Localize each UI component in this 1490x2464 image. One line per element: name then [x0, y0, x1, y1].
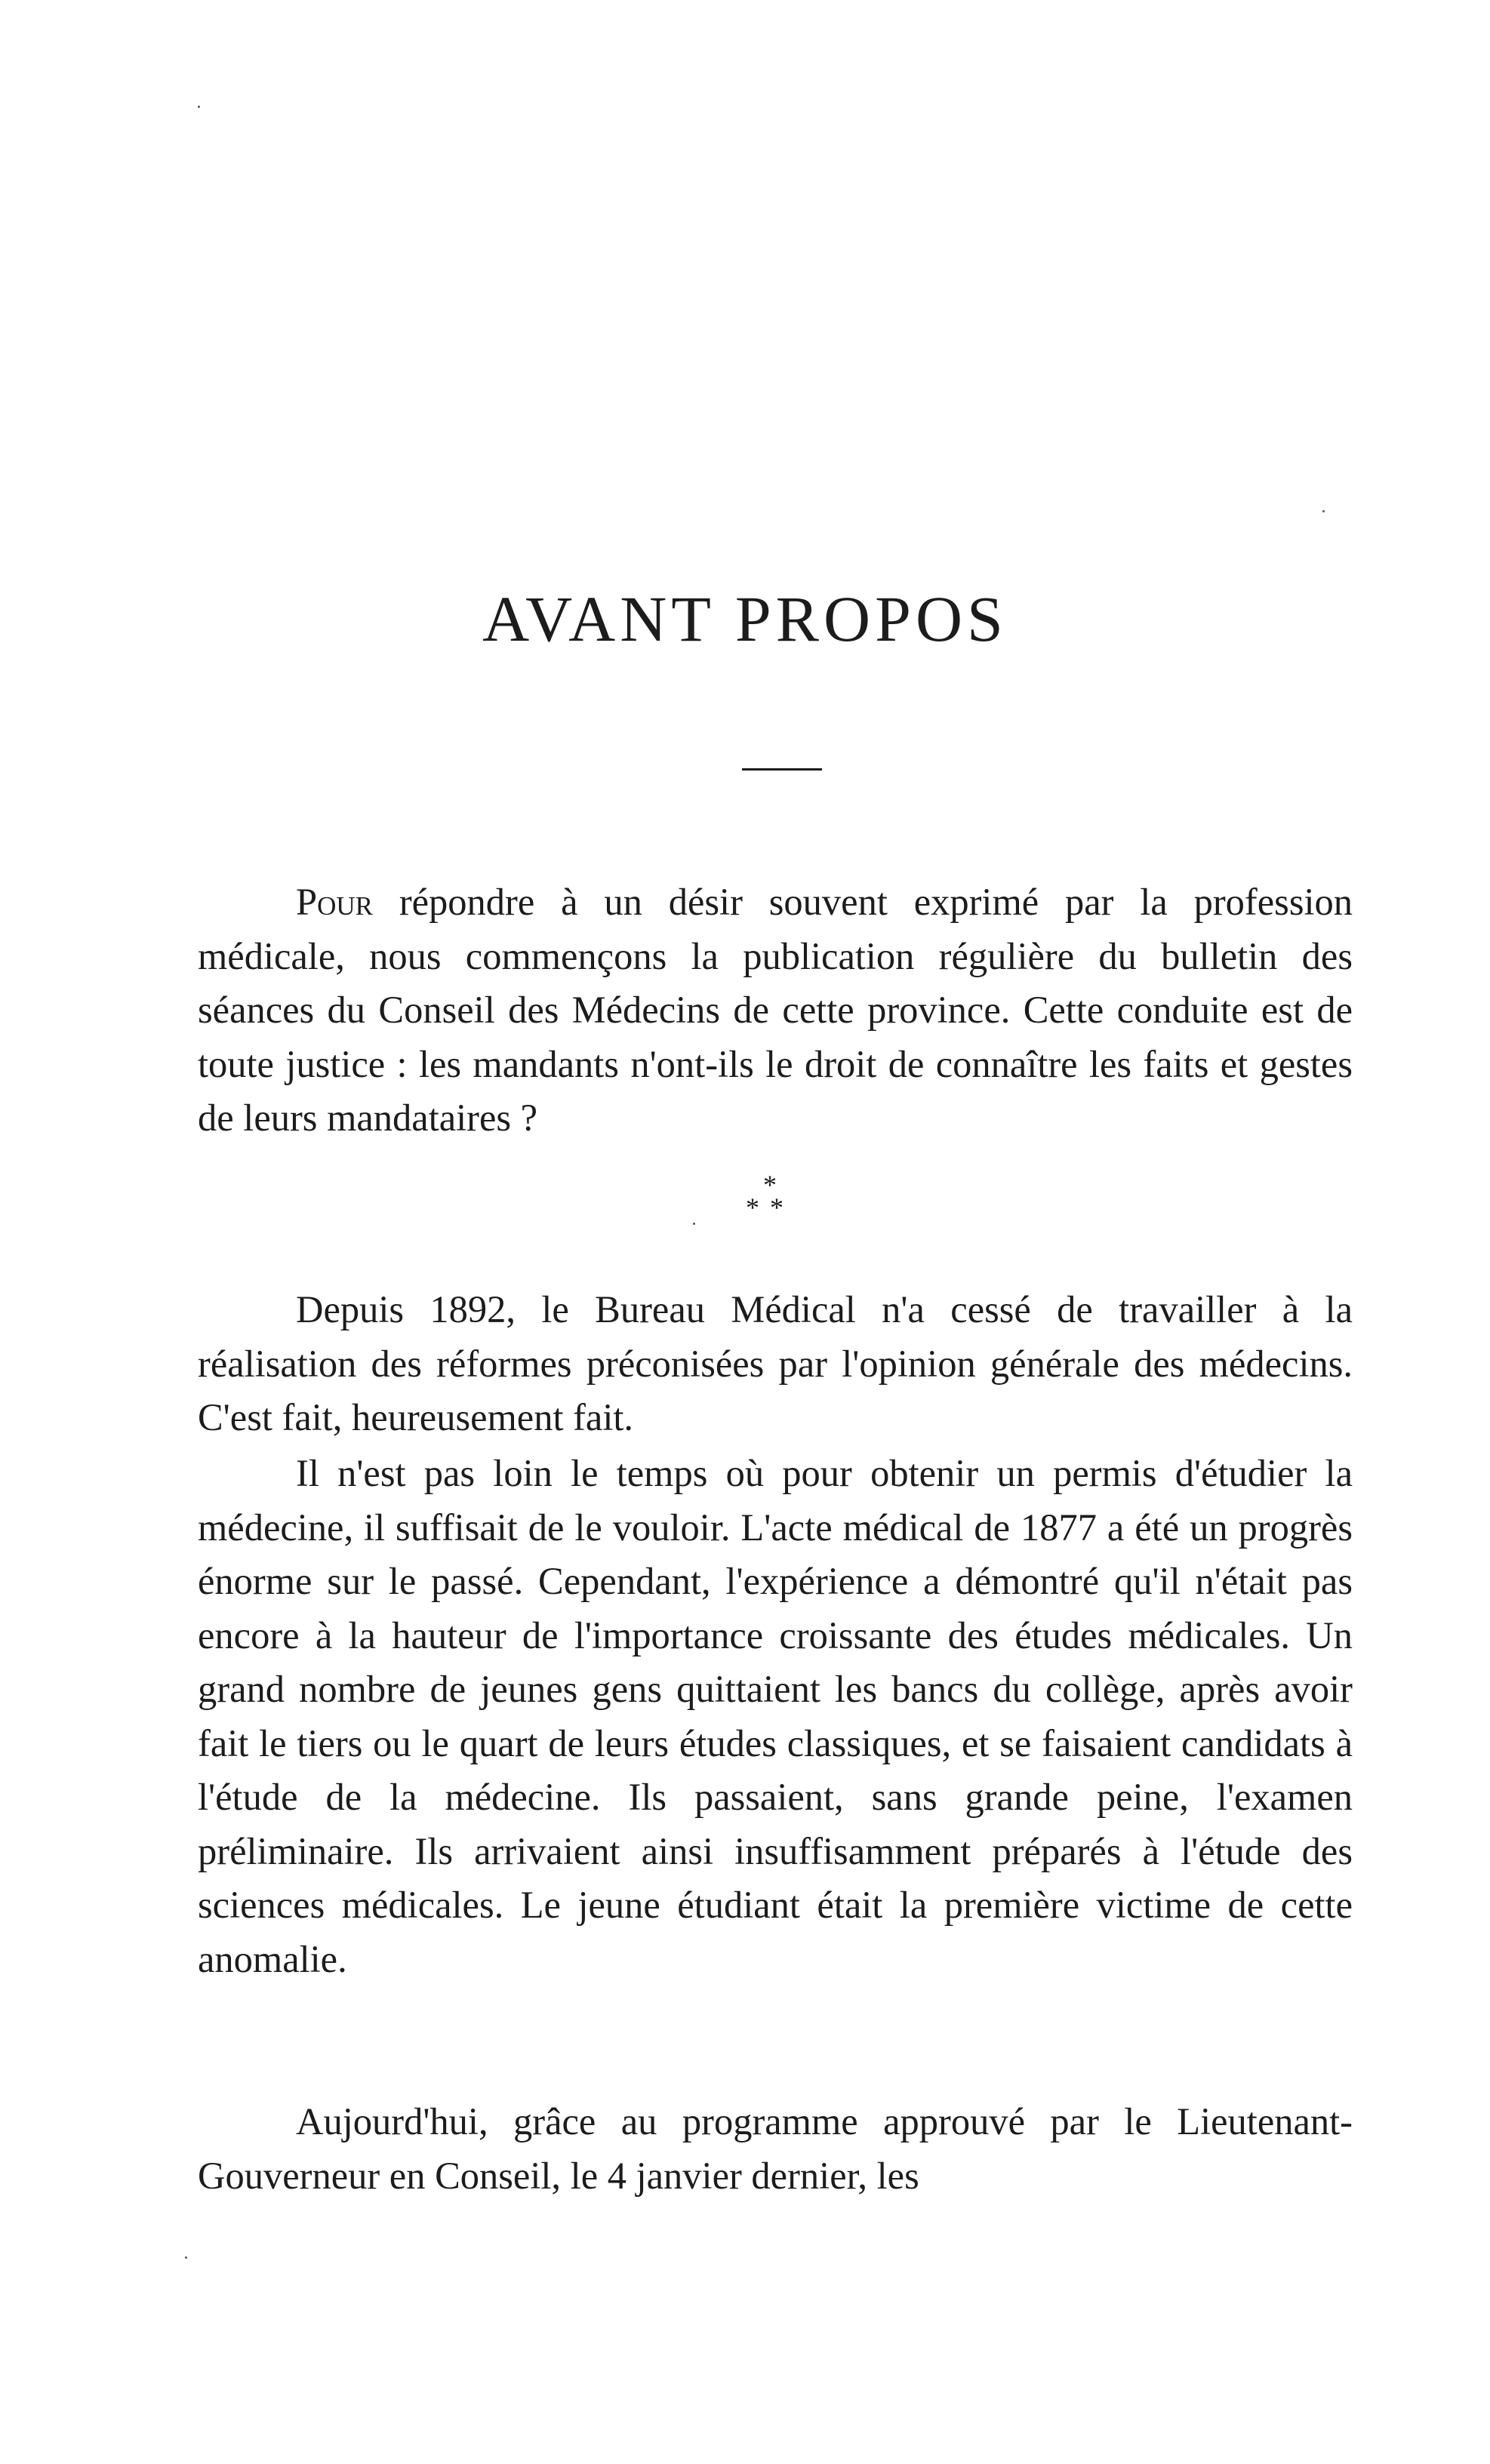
asterism-separator — [740, 1170, 800, 1234]
page-title: AVANT PROPOS — [482, 583, 1008, 655]
page-speck — [693, 1223, 695, 1225]
paragraph-reforms: Depuis 1892, le Bureau Médical n'a cessé de travailler à la réalisation des réformes préconisées par l'opinion générale des médecins. C'est fait, heureusement fait. — [198, 1288, 1353, 1438]
paragraph-intro-text: répondre à un désir souvent exprimé par la profession médicale, nous commençons la publication régulière du bulletin des séances du Conseil des Médecins de cette province. Cette conduite est de toute justice : les mandants n'ont-ils le droit de connaître les faits et gestes de leurs mandataires ? — [198, 881, 1353, 1139]
paragraph-lead-word: Pour — [296, 881, 373, 923]
page-speck — [1322, 510, 1325, 512]
page-speck — [198, 106, 200, 108]
paragraph-today: Aujourd'hui, grâce au programme approuvé par le Lieutenant-Gouverneur en Conseil, le 4 janvier dernier, les — [198, 2100, 1353, 2197]
asterism-bottom: ** — [746, 1192, 794, 1223]
title-rule — [742, 768, 822, 771]
paragraph-intro — [198, 875, 1353, 1146]
page-speck — [185, 2256, 187, 2259]
asterism-top: * — [763, 1170, 777, 1200]
paragraph-history: Il n'est pas loin le temps où pour obtenir un permis d'étudier la médecine, il suffisait de le vouloir. L'acte médical de 1877 a été un progrès énorme sur le passé. Cependant, l'expérience a démontré qu'il n'était pas encore à la hauteur de l'importance croissante des études médicales. Un grand nombre de jeunes gens quittaient les bancs du collège, après avoir fait le tiers ou le quart de leurs études classiques, et se faisaient candidats à l'étude de la médecine. Ils passaient, sans grande peine, l'examen préliminaire. Ils arrivaient ainsi insuffisamment préparés à l'étude des sciences médicales. Le jeune étudiant était la première victime de cette anomalie. — [198, 1452, 1353, 1980]
